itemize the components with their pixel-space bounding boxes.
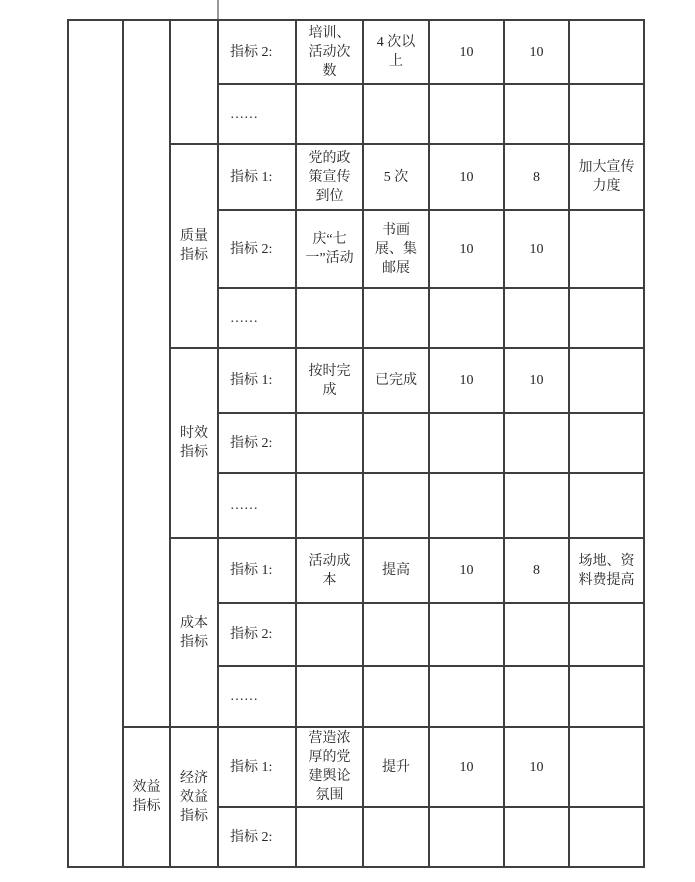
indicator-name-cell xyxy=(297,474,364,539)
remark-cell xyxy=(570,604,645,667)
group-cell-quality: 质量指标 xyxy=(171,145,219,349)
score-cell xyxy=(505,808,570,868)
weight-cell xyxy=(430,808,505,868)
benefit-category-cell: 效益指标 xyxy=(124,728,171,868)
indicator-name-cell xyxy=(297,667,364,728)
weight-cell: 10 xyxy=(430,211,505,289)
remark-cell: 场地、资料费提高 xyxy=(570,539,645,604)
remark-cell xyxy=(570,667,645,728)
remark-cell xyxy=(570,21,645,85)
indicator-cell: 指标 2: xyxy=(219,211,297,289)
weight-cell: 10 xyxy=(430,728,505,808)
indicator-name-cell xyxy=(297,808,364,868)
indicator-cell: 指标 1: xyxy=(219,539,297,604)
indicator-cell: 指标 2: xyxy=(219,21,297,85)
indicator-cell: 指标 2: xyxy=(219,604,297,667)
score-cell: 10 xyxy=(505,728,570,808)
score-cell xyxy=(505,414,570,474)
completion-cell: 已完成 xyxy=(364,349,430,414)
remark-cell: 加大宣传力度 xyxy=(570,145,645,211)
completion-cell xyxy=(364,474,430,539)
score-cell: 8 xyxy=(505,539,570,604)
indicator-cell: …… xyxy=(219,85,297,145)
indicator-name-cell xyxy=(297,604,364,667)
table-cut-line-stub xyxy=(217,0,219,19)
group-cell-cost: 成本指标 xyxy=(171,539,219,728)
weight-cell xyxy=(430,667,505,728)
remark-cell xyxy=(570,414,645,474)
group-cell-top-empty xyxy=(171,21,219,145)
completion-cell: 5 次 xyxy=(364,145,430,211)
indicator-cell: …… xyxy=(219,289,297,349)
indicator-name-cell: 培训、活动次数 xyxy=(297,21,364,85)
completion-cell xyxy=(364,604,430,667)
indicator-name-cell: 党的政策宣传到位 xyxy=(297,145,364,211)
indicator-name-cell: 庆“七一”活动 xyxy=(297,211,364,289)
remark-cell xyxy=(570,289,645,349)
score-cell: 8 xyxy=(505,145,570,211)
score-cell: 10 xyxy=(505,21,570,85)
remark-cell xyxy=(570,85,645,145)
score-cell: 10 xyxy=(505,211,570,289)
indicator-cell: 指标 2: xyxy=(219,808,297,868)
weight-cell xyxy=(430,85,505,145)
weight-cell: 10 xyxy=(430,145,505,211)
group-cell-economic-benefit: 经济效益指标 xyxy=(171,728,219,868)
completion-cell: 4 次以上 xyxy=(364,21,430,85)
completion-cell: 书画展、集邮展 xyxy=(364,211,430,289)
weight-cell xyxy=(430,414,505,474)
spanning-cell-col1 xyxy=(69,21,124,868)
indicator-name-cell xyxy=(297,85,364,145)
completion-cell xyxy=(364,808,430,868)
weight-cell: 10 xyxy=(430,21,505,85)
score-cell xyxy=(505,604,570,667)
completion-cell: 提高 xyxy=(364,539,430,604)
completion-cell: 提升 xyxy=(364,728,430,808)
performance-indicator-table xyxy=(67,19,645,868)
weight-cell: 10 xyxy=(430,349,505,414)
indicator-cell: …… xyxy=(219,667,297,728)
indicator-cell: 指标 1: xyxy=(219,728,297,808)
score-cell xyxy=(505,85,570,145)
weight-cell xyxy=(430,474,505,539)
completion-cell xyxy=(364,85,430,145)
indicator-name-cell: 活动成本 xyxy=(297,539,364,604)
indicator-name-cell: 营造浓厚的党建舆论氛围 xyxy=(297,728,364,808)
group-cell-timeliness: 时效指标 xyxy=(171,349,219,539)
remark-cell xyxy=(570,474,645,539)
score-cell xyxy=(505,474,570,539)
weight-cell: 10 xyxy=(430,539,505,604)
completion-cell xyxy=(364,289,430,349)
indicator-cell: 指标 1: xyxy=(219,349,297,414)
spanning-cell-col2-top xyxy=(124,21,171,728)
remark-cell xyxy=(570,808,645,868)
weight-cell xyxy=(430,289,505,349)
score-cell xyxy=(505,289,570,349)
weight-cell xyxy=(430,604,505,667)
remark-cell xyxy=(570,728,645,808)
completion-cell xyxy=(364,414,430,474)
indicator-cell: 指标 1: xyxy=(219,145,297,211)
indicator-name-cell xyxy=(297,414,364,474)
completion-cell xyxy=(364,667,430,728)
remark-cell xyxy=(570,349,645,414)
indicator-cell: …… xyxy=(219,474,297,539)
indicator-name-cell xyxy=(297,289,364,349)
score-cell xyxy=(505,667,570,728)
remark-cell xyxy=(570,211,645,289)
score-cell: 10 xyxy=(505,349,570,414)
indicator-cell: 指标 2: xyxy=(219,414,297,474)
indicator-name-cell: 按时完成 xyxy=(297,349,364,414)
